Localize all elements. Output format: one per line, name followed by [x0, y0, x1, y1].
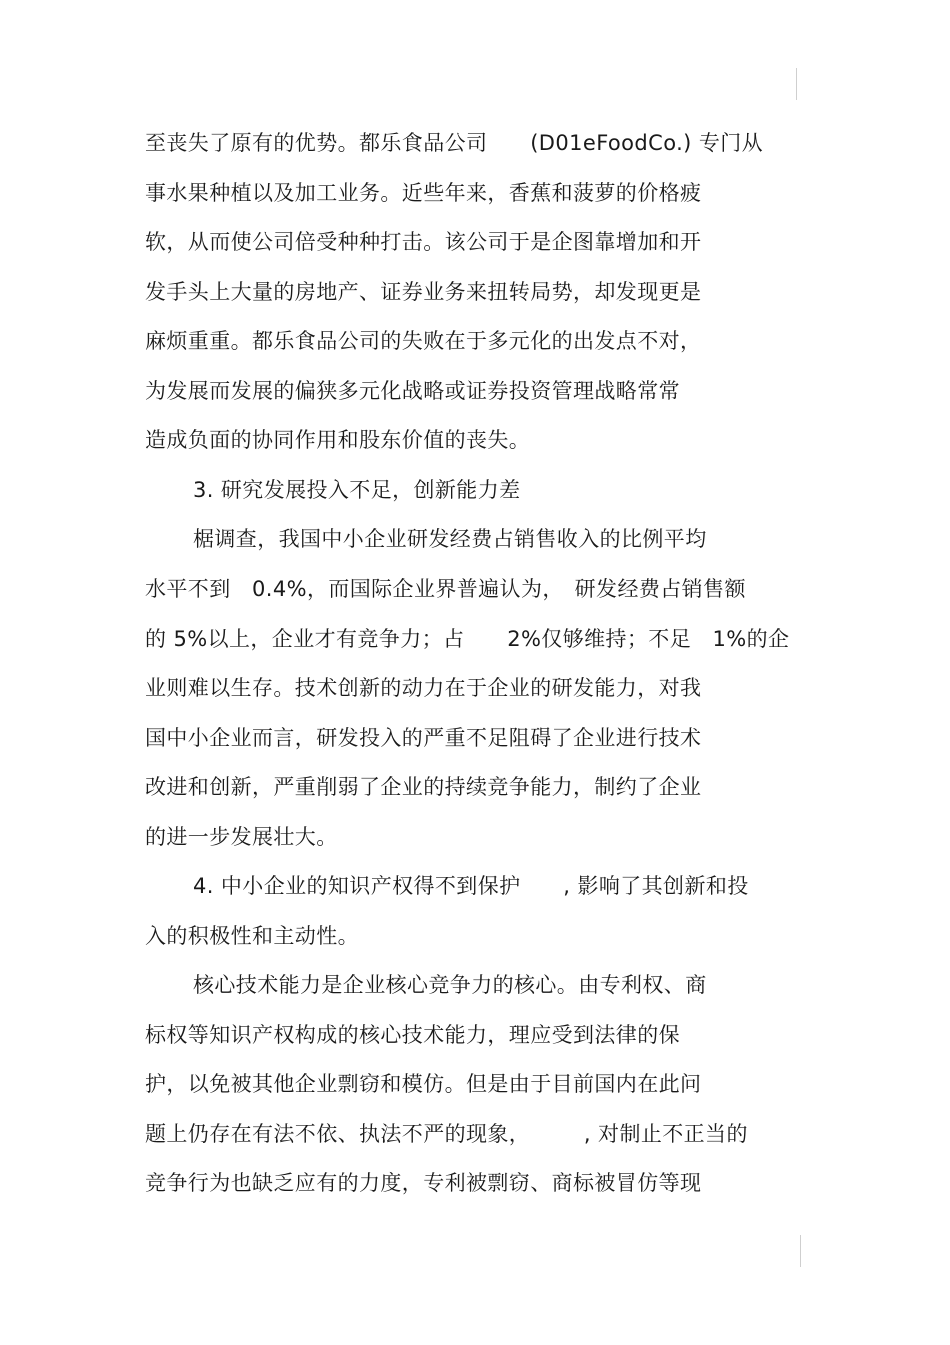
- page-corner-mark-top: [796, 68, 797, 100]
- text-line: 软，从而使公司倍受种种打击。该公司于是企图靠增加和开: [145, 230, 702, 254]
- text-line: 水平不到 0.4%，而国际企业界普遍认为， 研发经费占销售额: [145, 577, 746, 601]
- text-line: 椐调查，我国中小企业研发经费占销售收入的比例平均: [193, 527, 707, 551]
- text-line: 的 5%以上，企业才有竞争力；占 2%仅够维持；不足 1%的企: [145, 627, 790, 651]
- text-line: 发手头上大量的房地产、证券业务来扭转局势，却发现更是: [145, 280, 702, 304]
- text-line: 至丧失了原有的优势。都乐食品公司 (D01eFoodCo.) 专门从: [145, 131, 764, 155]
- text-line: 入的积极性和主动性。: [145, 924, 359, 948]
- text-line: 事水果种植以及加工业务。近些年来，香蕉和菠萝的价格疲: [145, 181, 702, 205]
- text-line: 造成负面的协同作用和股东价值的丧失。: [145, 428, 531, 452]
- text-line: 竞争行为也缺乏应有的力度，专利被剽窃、商标被冒仿等现: [145, 1171, 702, 1195]
- text-line: 核心技术能力是企业核心竞争力的核心。由专利权、商: [193, 973, 707, 997]
- text-line: 国中小企业而言，研发投入的严重不足阻碍了企业进行技术: [145, 726, 702, 750]
- text-line: 为发展而发展的偏狭多元化战略或证券投资管理战略常常: [145, 379, 680, 403]
- text-line: 业则难以生存。技术创新的动力在于企业的研发能力，对我: [145, 676, 702, 700]
- section-heading: 3. 研究发展投入不足，创新能力差: [193, 478, 521, 502]
- text-line: 的进一步发展壮大。: [145, 825, 338, 849]
- text-line: 标权等知识产权构成的核心技术能力，理应受到法律的保: [145, 1023, 680, 1047]
- section-heading: 4. 中小企业的知识产权得不到保护 , 影响了其创新和投: [193, 874, 749, 898]
- text-line: 改进和创新，严重削弱了企业的持续竞争能力，制约了企业: [145, 775, 702, 799]
- text-line: 护，以免被其他企业剽窃和模仿。但是由于目前国内在此问: [145, 1072, 702, 1096]
- text-line: 题上仍存在有法不依、执法不严的现象， , 对制止不正当的: [145, 1122, 748, 1146]
- page-corner-mark-bottom: [800, 1235, 801, 1267]
- text-line: 麻烦重重。都乐食品公司的失败在于多元化的出发点不对，: [145, 329, 702, 353]
